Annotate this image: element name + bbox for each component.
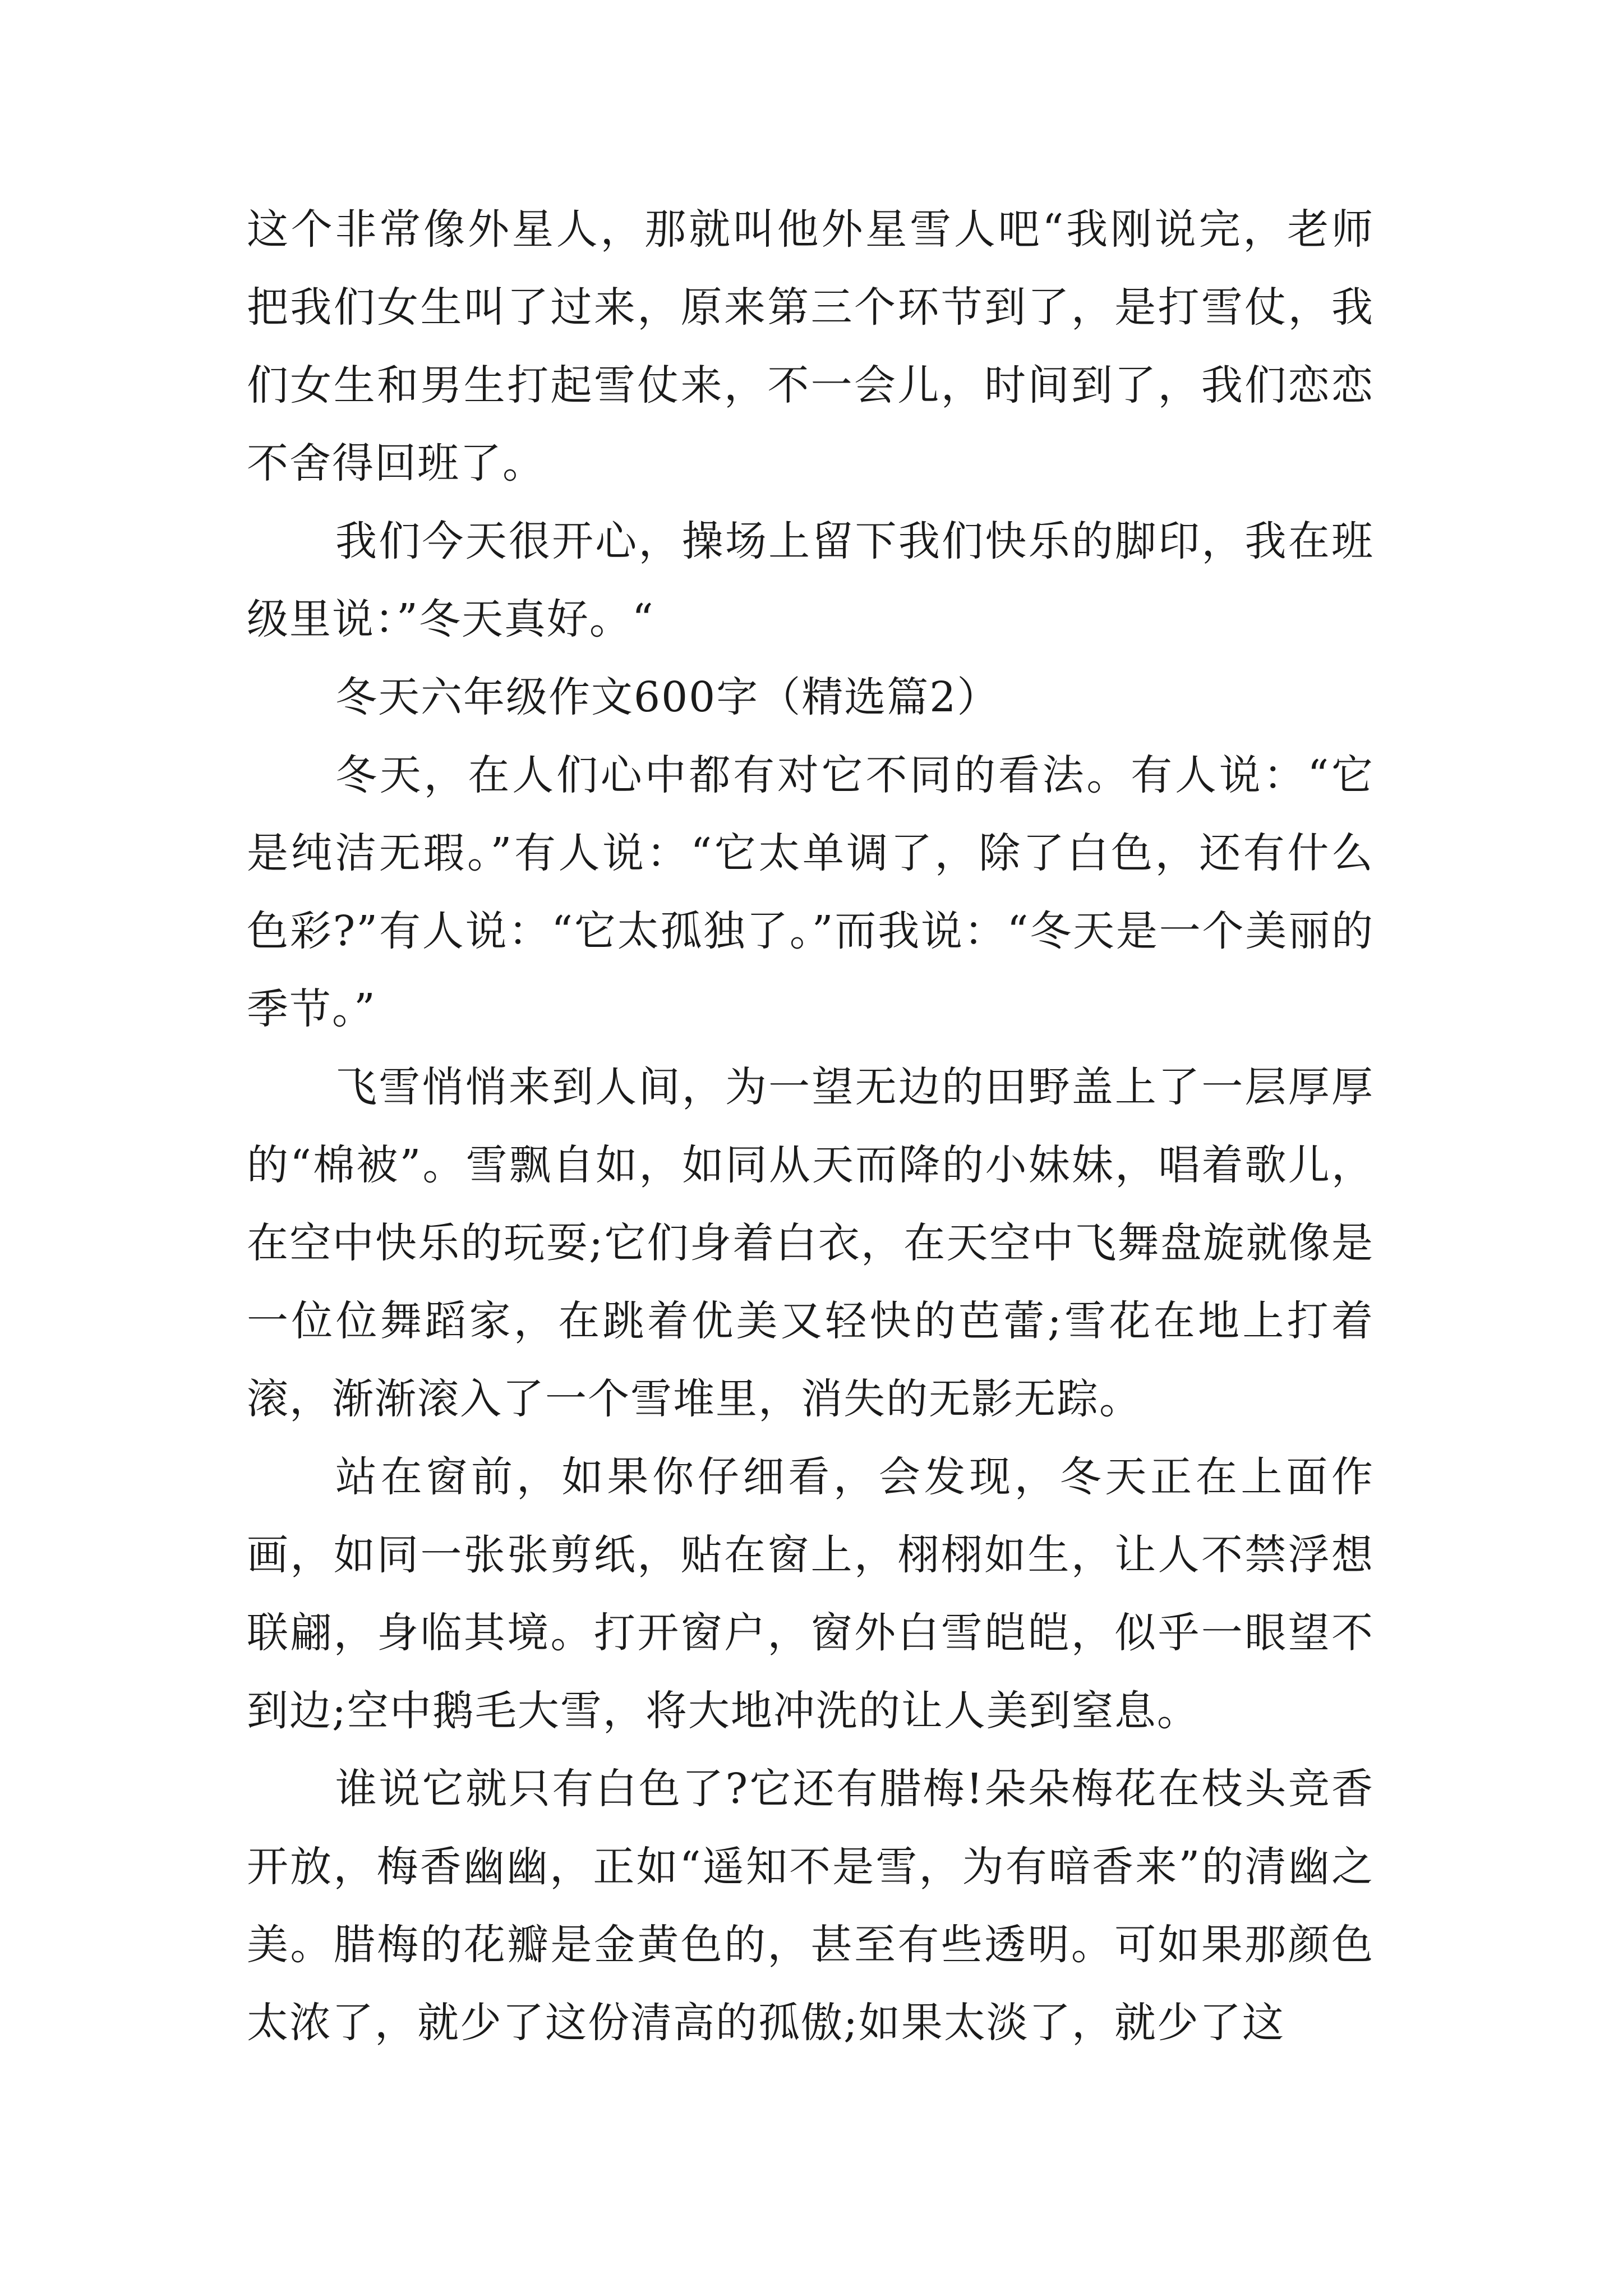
document-body [247, 191, 1374, 2062]
paragraph-continuation: 这个非常像外星人，那就叫他外星雪人吧“我刚说完，老师把我们女生叫了过来，原来第三个环节到了，是打雪仗，我们女生和男生打起雪仗来，不一会儿，时间到了，我们恋恋不舍得回班了。 [247, 205, 1374, 487]
paragraph: 站在窗前，如果你仔细看，会发现，冬天正在上面作画，如同一张张剪纸，贴在窗上，栩栩如生，让人不禁浮想联翩，身临其境。打开窗户，窗外白雪皑皑，似乎一眼望不到边;空中鹅毛大雪，将大地冲洗的让人美到窒息。 [247, 1453, 1374, 1735]
paragraph: 飞雪悄悄来到人间，为一望无边的田野盖上了一层厚厚的“棉被”。雪飘自如，如同从天而降的小妹妹，唱着歌儿，在空中快乐的玩耍;它们身着白衣，在天空中飞舞盘旋就像是一位位舞蹈家，在跳着优美又轻快的芭蕾;雪花在地上打着滚，渐渐滚入了一个雪堆里，消失的无影无踪。 [247, 1063, 1374, 1423]
section-heading: 冬天六年级作文600字（精选篇2） [335, 673, 1000, 721]
paragraph: 谁说它就只有白色了?它还有腊梅!朵朵梅花在枝头竞香开放，梅香幽幽，正如“遥知不是雪，为有暗香来”的清幽之美。腊梅的花瓣是金黄色的，甚至有些透明。可如果那颜色太浓了，就少了这份清高的孤傲;如果太淡了，就少了这 [247, 1765, 1374, 2047]
paragraph: 冬天，在人们心中都有对它不同的看法。有人说：“它是纯洁无瑕。”有人说：“它太单调了，除了白色，还有什么色彩?”有人说：“它太孤独了。”而我说：“冬天是一个美丽的季节。” [247, 751, 1374, 1033]
paragraph: 我们今天很开心，操场上留下我们快乐的脚印，我在班级里说：”冬天真好。“ [247, 517, 1374, 643]
